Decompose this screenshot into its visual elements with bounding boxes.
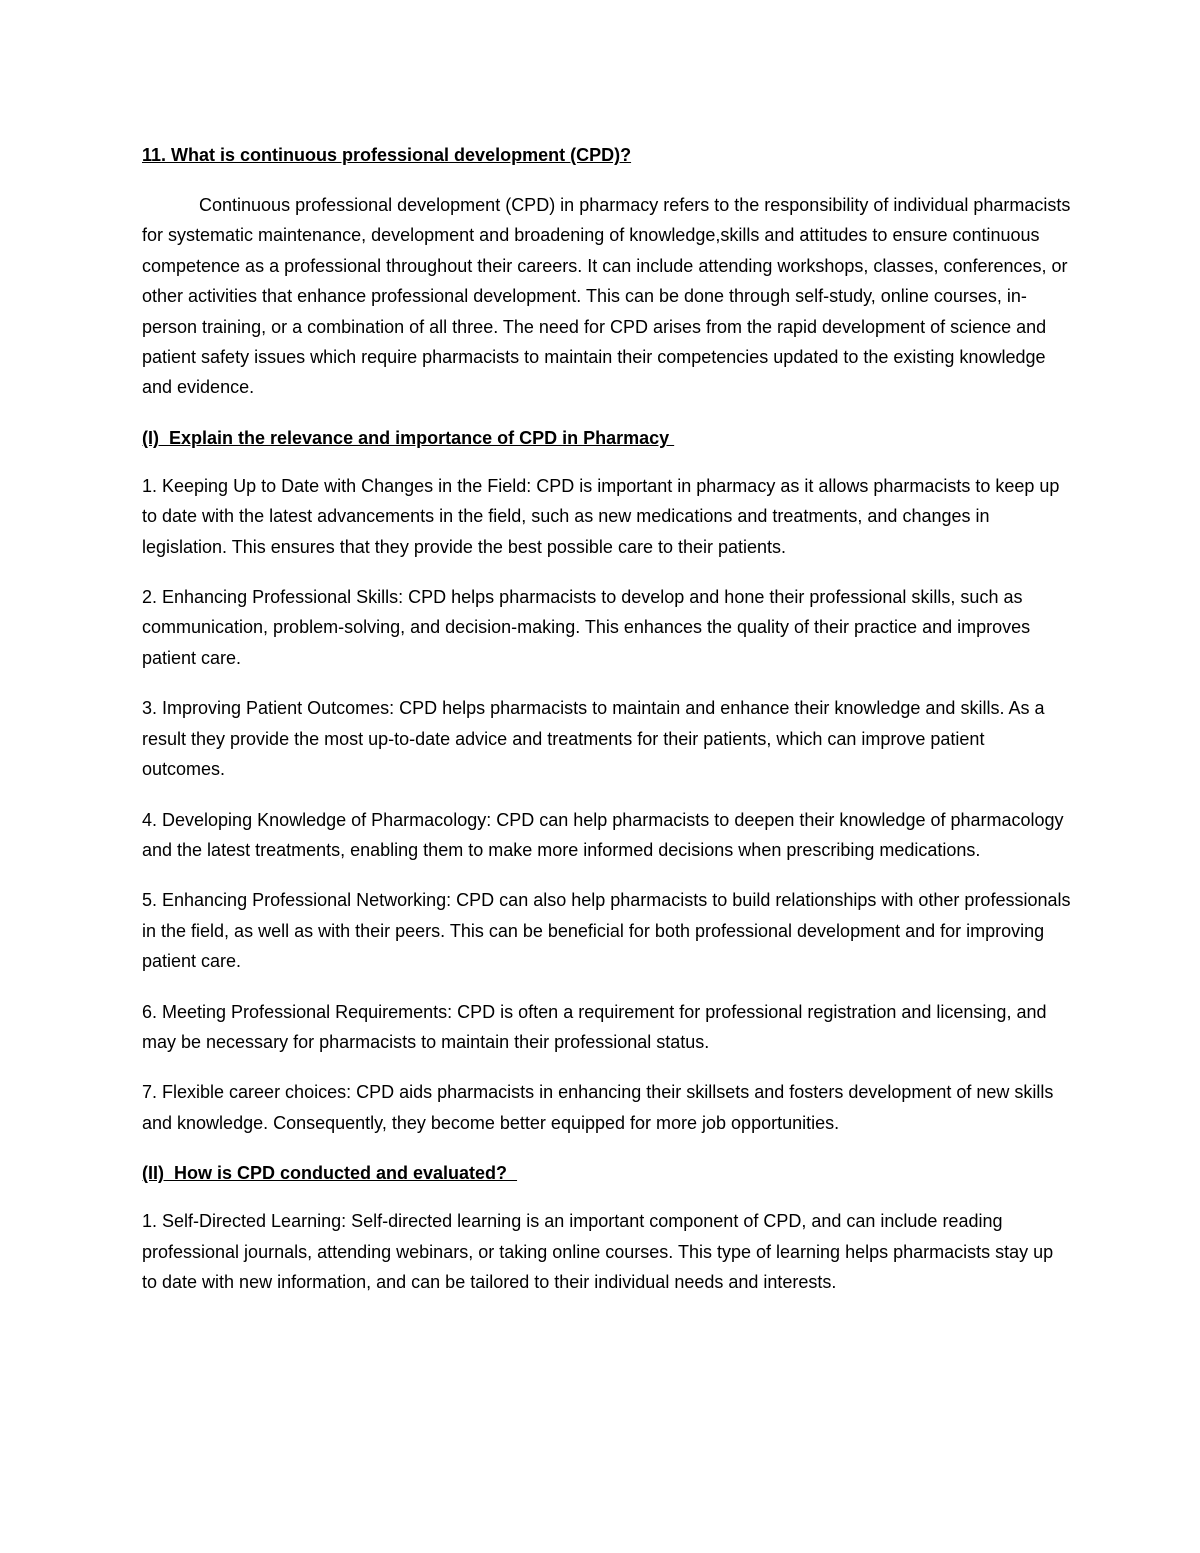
main-heading: 11. What is continuous professional development (CPD)? <box>142 145 632 165</box>
section-2-heading: (II) How is CPD conducted and evaluated? <box>142 1163 518 1184</box>
list-item: 6. Meeting Professional Requirements: CPD is often a requirement for professional registration and licensing, and may be necessary for pharmacists to maintain their professional status. <box>142 1001 1047 1052</box>
list-item: 7. Flexible career choices: CPD aids pharmacists in enhancing their skillsets and fosters development of new skills and knowledge. Consequently, they become better equipped for more job opportunities. <box>142 1082 1054 1133</box>
intro-paragraph: Continuous professional development (CPD) in pharmacy refers to the responsibility of individual pharmacists for systematic maintenance, development and broadening of knowledge,skills and attitudes to ensure continuous competence as a professional throughout their careers. It can include attending workshops, classes, conferences, or other activities that enhance professional development. This can be done through self-study, online courses, in-person training, or a combination of all three. The need for CPD arises from the rapid development of science and patient safety issues which require pharmacists to maintain their competencies updated to the existing knowledge and evidence. <box>142 195 1071 398</box>
document-page <box>142 140 1072 1317</box>
list-item: 5. Enhancing Professional Networking: CPD can also help pharmacists to build relationships with other professionals in the field, as well as with their peers. This can be beneficial for both professional development and for improving patient care. <box>142 890 1071 972</box>
section-1-heading: (I) Explain the relevance and importance of CPD in Pharmacy <box>142 427 675 448</box>
list-item: 2. Enhancing Professional Skills: CPD helps pharmacists to develop and hone their professional skills, such as communication, problem-solving, and decision-making. This enhances the quality of their practice and improves patient care. <box>142 587 1031 668</box>
list-item: 1. Self-Directed Learning: Self-directed learning is an important component of CPD, and can include reading professional journals, attending webinars, or taking online courses. This type of learning helps pharmacists stay up to date with new information, and can be tailored to their individual needs and interests. <box>142 1211 1054 1292</box>
list-item: 3. Improving Patient Outcomes: CPD helps pharmacists to maintain and enhance their knowledge and skills. As a result they provide the most up-to-date advice and treatments for their patients, which can improve patient outcomes. <box>142 698 1045 780</box>
list-item: 1. Keeping Up to Date with Changes in the Field: CPD is important in pharmacy as it allows pharmacists to keep up to date with the latest advancements in the field, such as new medications and treatments, and changes in legislation. This ensures that they provide the best possible care to their patients. <box>142 475 1060 557</box>
list-item: 4. Developing Knowledge of Pharmacology: CPD can help pharmacists to deepen their knowledge of pharmacology and the latest treatments, enabling them to make more informed decisions when prescribing medications. <box>142 809 1064 860</box>
